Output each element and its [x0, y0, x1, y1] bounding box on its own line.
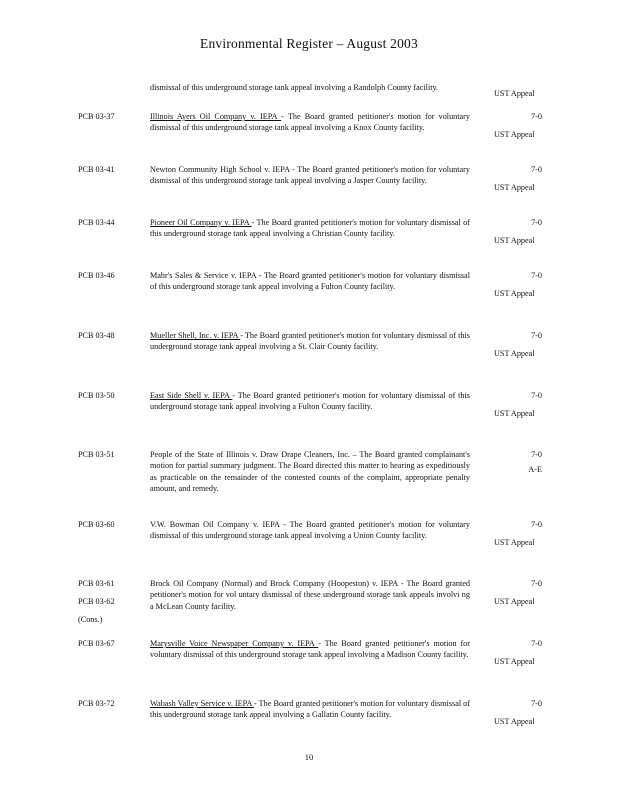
party-name: Marysville Voice Newspaper Company v. IEPA — [150, 639, 319, 648]
case-number: PCB 03-62 — [78, 597, 115, 606]
entry-description — [150, 578, 470, 612]
entry-description — [150, 519, 470, 542]
case-number: PCB 03-37 — [78, 112, 115, 121]
vote-count: 7-0 — [531, 450, 542, 459]
entry-category: A-E — [528, 465, 542, 474]
case-number: PCB 03-48 — [78, 331, 115, 340]
party-name: Illinois Ayers Oil Company v. IEPA — [150, 112, 282, 121]
entry-description — [150, 330, 470, 353]
entry-category: UST Appeal — [494, 236, 535, 245]
case-number: PCB 03-51 — [78, 450, 115, 459]
entry-text: People of the State of Illinois v. Draw Drape Cleaners, Inc. – The Board granted complainant's motion for partial summary judgment. The Board directed this matter to hearing as expeditiously as practicable on the remainder of the contested counts of the complaint, appropriate penalty amount, and remedy. — [150, 450, 470, 494]
party-name: Pioneer Oil Company v. IEPA — [150, 218, 252, 227]
entry-text: Mahr's Sales & Service v. IEPA - The Board granted petitioner's motion for voluntary dismissal of this underground storage tank appeal involving a Fulton County facility. — [150, 271, 470, 292]
entry-description — [150, 390, 470, 413]
entry-text: - The Board granted petitioner's motion for voluntary dismissal of this underground storage tank appeal involving a Gallatin County facility. — [150, 699, 470, 720]
vote-count: 7-0 — [531, 639, 542, 648]
case-number: PCB 03-60 — [78, 520, 115, 529]
entry-category: UST Appeal — [494, 349, 535, 358]
entry-description — [150, 698, 470, 721]
entry-text: - The Board granted petitioner's motion for voluntary dismissal of this underground storage tank appeal involving a Christian County facility. — [150, 218, 470, 239]
entry-category: UST Appeal — [494, 183, 535, 192]
case-number: PCB 03-67 — [78, 639, 115, 648]
entry-text: Brock Oil Company (Normal) and Brock Company (Hoopeston) v. IEPA - The Board granted petitioner's motion for vol untary dismissal of these underground storage tank appeals involvi ng a McLean County facility. — [150, 579, 470, 611]
entry-category: UST Appeal — [494, 717, 535, 726]
entry-category: UST Appeal — [494, 409, 535, 418]
page-title: Environmental Register – August 2003 — [200, 36, 418, 51]
case-number: PCB 03-50 — [78, 391, 115, 400]
entry-text: - The Board granted petitioner's motion for voluntary dismissal of this underground storage tank appeal involving a St. Clair County facility. — [150, 331, 470, 352]
vote-count: 7-0 — [531, 112, 542, 121]
entry-description — [150, 217, 470, 240]
case-number: PCB 03-61 — [78, 579, 115, 588]
vote-count: 7-0 — [531, 520, 542, 529]
entry-category: UST Appeal — [494, 597, 535, 606]
vote-count: 7-0 — [531, 331, 542, 340]
party-name: East Side Shell v. IEPA — [150, 391, 233, 400]
case-number: PCB 03-72 — [78, 699, 115, 708]
entry-category: UST Appeal — [494, 89, 535, 98]
entry-description — [150, 638, 470, 661]
entry-text: - The Board granted petitioner's motion for voluntary dismissal of this underground storage tank appeal involving a Knox County facility. — [150, 112, 471, 133]
entry-description — [150, 449, 470, 495]
entry-description — [150, 164, 470, 187]
page-number: 10 — [304, 752, 314, 762]
entry-category: UST Appeal — [494, 130, 535, 139]
vote-count: 7-0 — [531, 271, 542, 280]
vote-count: 7-0 — [531, 391, 542, 400]
entry-text: Newton Community High School v. IEPA - The Board granted petitioner's motion for voluntary dismissal of this underground storage tank appeal involving a Jasper County facility. — [150, 165, 470, 186]
party-name: Mueller Shell, Inc. v. IEPA — [150, 331, 241, 340]
entry-text: - The Board granted petitioner's motion for voluntary dismissal of this underground storage tank appeal involving a Fulton County facility. — [150, 391, 470, 412]
vote-count: 7-0 — [531, 165, 542, 174]
case-number: PCB 03-41 — [78, 165, 115, 174]
entry-category: UST Appeal — [494, 657, 535, 666]
entry-category: UST Appeal — [494, 289, 535, 298]
party-name: Wabash Valley Service v. IEPA — [150, 699, 254, 708]
entry-text: - The Board granted petitioner's motion for voluntary dismissal of this underground storage tank appeal involving a Madison County facility. — [150, 639, 470, 660]
case-number: PCB 03-46 — [78, 271, 115, 280]
entry-text: V.W. Bowman Oil Company v. IEPA - The Board granted petitioner's motion for voluntary dismissal of this underground storage tank appeal involving a Union County facility. — [150, 520, 470, 541]
entry-description — [150, 270, 470, 293]
case-number: PCB 03-44 — [78, 218, 115, 227]
vote-count: 7-0 — [531, 218, 542, 227]
entry-description — [150, 111, 470, 134]
entry-description: dismissal of this underground storage tank appeal involving a Randolph County facility. — [150, 83, 439, 92]
vote-count: 7-0 — [531, 699, 542, 708]
consolidated-label: (Cons.) — [78, 615, 103, 624]
entry-category: UST Appeal — [494, 538, 535, 547]
vote-count: 7-0 — [531, 579, 542, 588]
